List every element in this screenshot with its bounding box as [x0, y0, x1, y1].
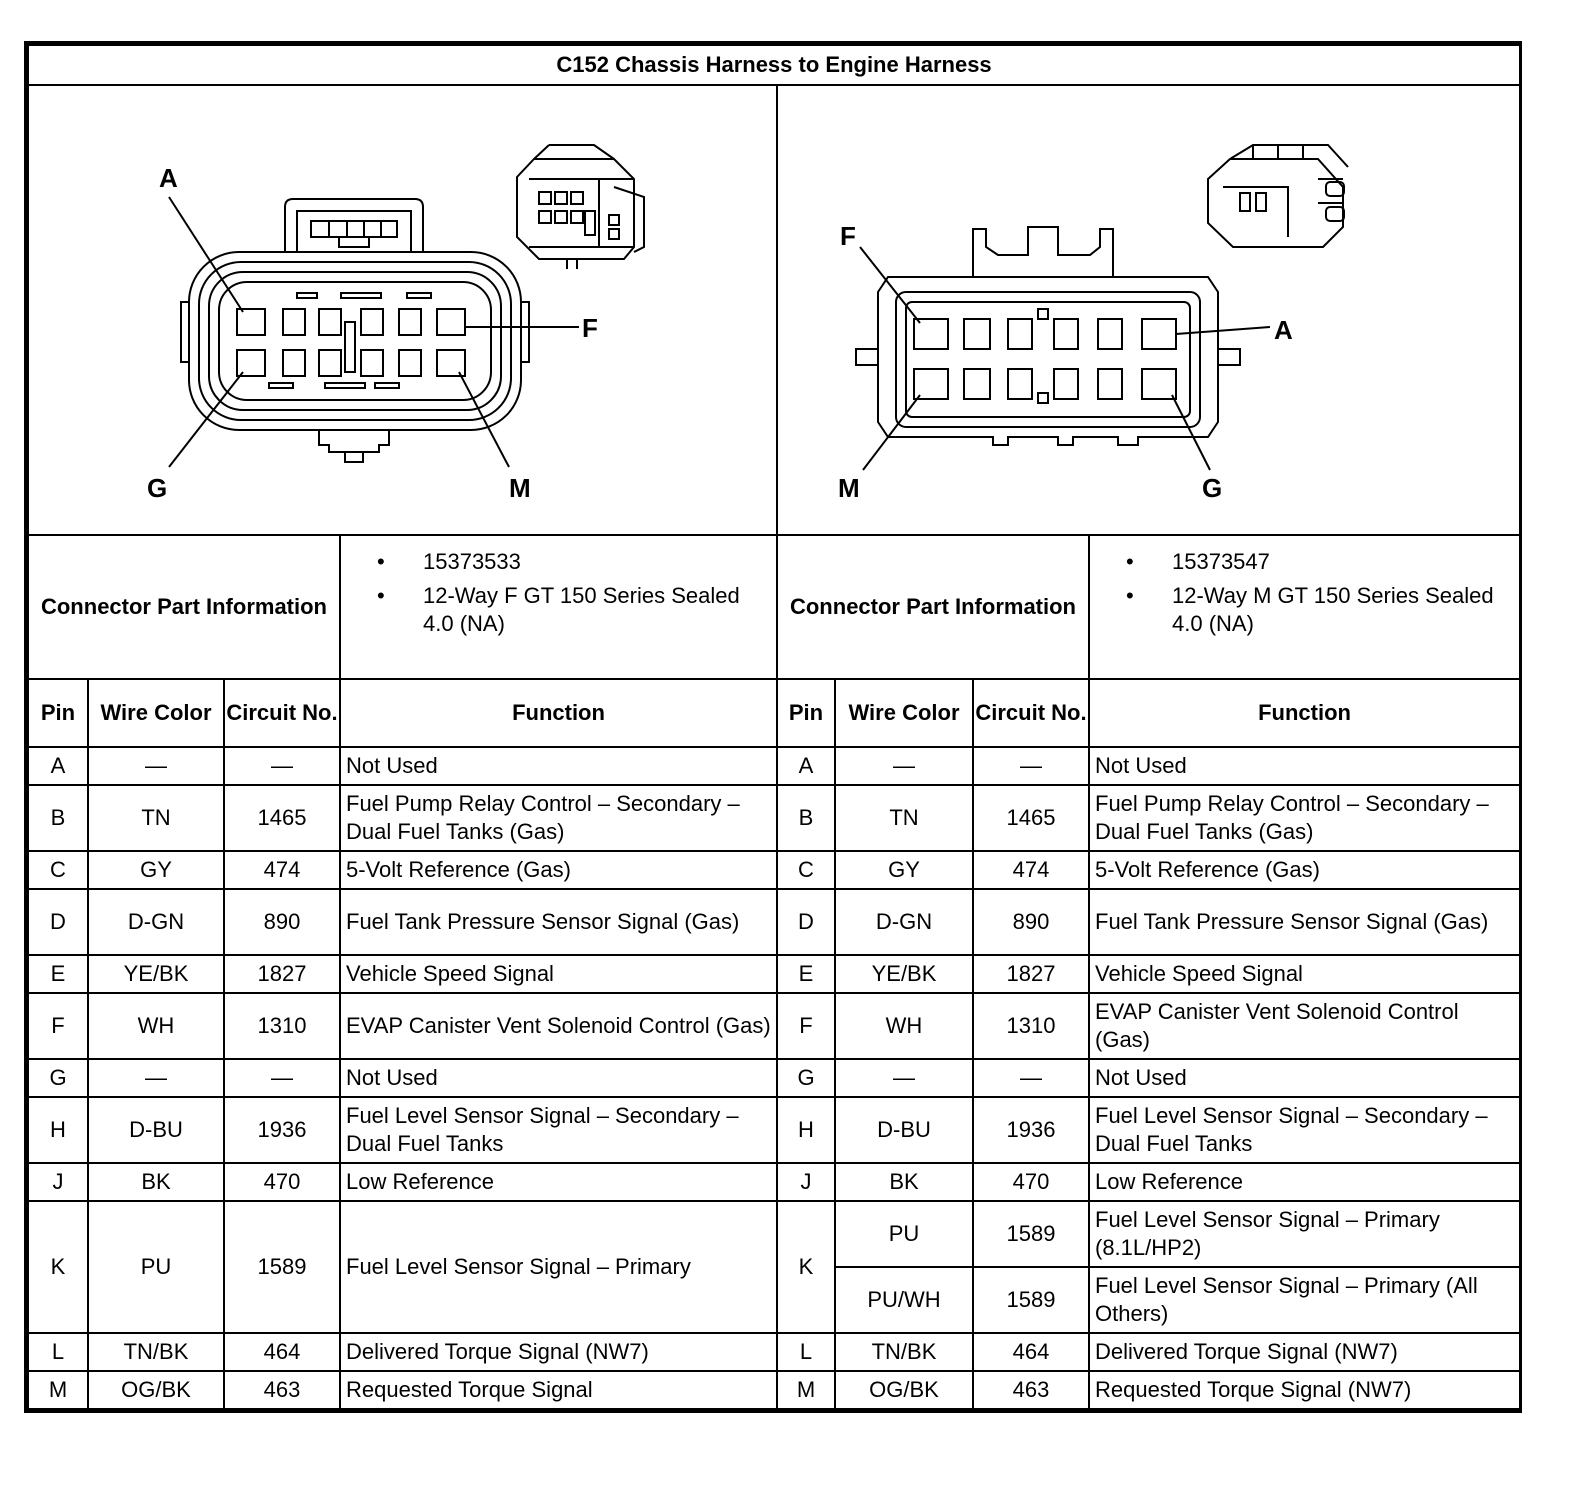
pin-cell: E [777, 955, 835, 993]
function-cell: 5-Volt Reference (Gas) [1089, 851, 1520, 889]
wire-color-cell: — [835, 747, 973, 785]
left-part-number: • 15373533 [423, 548, 776, 576]
circuit-cell: 1589 [224, 1201, 340, 1333]
pin-cell: K [28, 1201, 88, 1333]
function-cell: Not Used [340, 1059, 777, 1097]
pin-cell: D [28, 889, 88, 955]
wire-color-cell: GY [88, 851, 224, 889]
table-row [28, 993, 1520, 1059]
wire-color-cell: — [88, 1059, 224, 1097]
function-cell: Requested Torque Signal (NW7) [1089, 1371, 1520, 1409]
wire-color-cell: — [88, 747, 224, 785]
pin-label-a: A [159, 163, 178, 193]
circuit-cell: 463 [224, 1371, 340, 1409]
function-cell: Fuel Level Sensor Signal – Primary [340, 1201, 777, 1333]
circuit-cell: — [224, 1059, 340, 1097]
table-row [28, 955, 1520, 993]
pin-label-g: G [147, 473, 168, 503]
wire-color-cell: D-GN [835, 889, 973, 955]
pin-label-a: A [1274, 315, 1293, 345]
header-wire-color: Wire Color [88, 679, 224, 747]
right-part-description: • 12-Way M GT 150 Series Sealed 4.0 (NA) [1172, 582, 1519, 638]
table-row [28, 1371, 1520, 1409]
table-row [28, 1097, 1520, 1163]
function-cell: Delivered Torque Signal (NW7) [1089, 1333, 1520, 1371]
table-row [28, 747, 1520, 785]
function-cell: Fuel Level Sensor Signal – Primary (8.1L/HP2) [1089, 1201, 1520, 1267]
wire-color-cell: BK [88, 1163, 224, 1201]
pin-cell: B [28, 785, 88, 851]
function-cell: 5-Volt Reference (Gas) [340, 851, 777, 889]
header-circuit: Circuit No. [224, 679, 340, 747]
wire-color-cell: YE/BK [88, 955, 224, 993]
pin-label-m: M [509, 473, 531, 503]
left-part-description: • 12-Way F GT 150 Series Sealed 4.0 (NA) [423, 582, 776, 638]
pin-cell: K [777, 1201, 835, 1333]
wire-color-cell: OG/BK [835, 1371, 973, 1409]
function-cell: EVAP Canister Vent Solenoid Control (Gas) [1089, 993, 1520, 1059]
circuit-cell: 470 [973, 1163, 1089, 1201]
pin-label-m: M [838, 473, 860, 503]
function-cell: Fuel Level Sensor Signal – Secondary – Dual Fuel Tanks [1089, 1097, 1520, 1163]
pin-label-f: F [840, 221, 856, 251]
connector-sheet [24, 41, 1522, 1413]
pin-cell: E [28, 955, 88, 993]
header-circuit: Circuit No. [973, 679, 1089, 747]
function-cell: EVAP Canister Vent Solenoid Control (Gas) [340, 993, 777, 1059]
function-cell: Delivered Torque Signal (NW7) [340, 1333, 777, 1371]
function-cell: Vehicle Speed Signal [340, 955, 777, 993]
wire-color-cell: D-GN [88, 889, 224, 955]
function-cell: Fuel Level Sensor Signal – Primary (All Others) [1089, 1267, 1520, 1333]
circuit-cell: 1465 [973, 785, 1089, 851]
wire-color-cell: BK [835, 1163, 973, 1201]
table-row [28, 851, 1520, 889]
right-part-info [1089, 535, 1520, 679]
pin-cell: M [777, 1371, 835, 1409]
header-function: Function [1089, 679, 1520, 747]
wire-color-cell: TN/BK [88, 1333, 224, 1371]
table-row [28, 889, 1520, 955]
circuit-cell: 470 [224, 1163, 340, 1201]
right-info-label: Connector Part Information [777, 535, 1089, 679]
wire-color-cell: D-BU [88, 1097, 224, 1163]
column-header-row [28, 679, 1520, 747]
table-row [28, 1163, 1520, 1201]
page-title: C152 Chassis Harness to Engine Harness [28, 45, 1520, 85]
function-cell: Low Reference [1089, 1163, 1520, 1201]
circuit-cell: 1310 [973, 993, 1089, 1059]
circuit-cell: 890 [224, 889, 340, 955]
pin-label-f: F [582, 313, 598, 343]
pin-cell: L [777, 1333, 835, 1371]
table-row [28, 785, 1520, 851]
pin-cell: H [777, 1097, 835, 1163]
pin-cell: F [28, 993, 88, 1059]
left-connector-diagram [28, 85, 777, 535]
wire-color-cell: OG/BK [88, 1371, 224, 1409]
wire-color-cell: TN/BK [835, 1333, 973, 1371]
header-pin: Pin [777, 679, 835, 747]
pin-cell: G [777, 1059, 835, 1097]
header-wire-color: Wire Color [835, 679, 973, 747]
wire-color-cell: — [835, 1059, 973, 1097]
right-connector-diagram [777, 85, 1520, 535]
function-cell: Not Used [340, 747, 777, 785]
circuit-cell: — [973, 747, 1089, 785]
circuit-cell: 1936 [973, 1097, 1089, 1163]
right-part-number: • 15373547 [1172, 548, 1519, 576]
circuit-cell: — [973, 1059, 1089, 1097]
circuit-cell: 1589 [973, 1201, 1089, 1267]
pin-cell: A [28, 747, 88, 785]
header-function: Function [340, 679, 777, 747]
pin-cell: H [28, 1097, 88, 1163]
function-cell: Fuel Pump Relay Control – Secondary – Dual Fuel Tanks (Gas) [1089, 785, 1520, 851]
pin-cell: G [28, 1059, 88, 1097]
pin-cell: A [777, 747, 835, 785]
pin-cell: F [777, 993, 835, 1059]
table-row [28, 1333, 1520, 1371]
circuit-cell: 474 [224, 851, 340, 889]
circuit-cell: 1589 [973, 1267, 1089, 1333]
function-cell: Fuel Pump Relay Control – Secondary – Dual Fuel Tanks (Gas) [340, 785, 777, 851]
pin-cell: J [28, 1163, 88, 1201]
pin-label-g: G [1202, 473, 1223, 503]
left-part-info [340, 535, 777, 679]
wire-color-cell: PU/WH [835, 1267, 973, 1333]
wire-color-cell: PU [835, 1201, 973, 1267]
function-cell: Fuel Tank Pressure Sensor Signal (Gas) [1089, 889, 1520, 955]
wire-color-cell: D-BU [835, 1097, 973, 1163]
function-cell: Low Reference [340, 1163, 777, 1201]
circuit-cell: 464 [973, 1333, 1089, 1371]
function-cell: Requested Torque Signal [340, 1371, 777, 1409]
circuit-cell: 1827 [973, 955, 1089, 993]
pin-cell: D [777, 889, 835, 955]
male-connector-drawing [778, 87, 1523, 533]
table-row [28, 1201, 1520, 1267]
pin-cell: C [777, 851, 835, 889]
table-row [28, 1059, 1520, 1097]
pin-cell: M [28, 1371, 88, 1409]
function-cell: Not Used [1089, 1059, 1520, 1097]
circuit-cell: 890 [973, 889, 1089, 955]
wire-color-cell: YE/BK [835, 955, 973, 993]
function-cell: Fuel Level Sensor Signal – Secondary – Dual Fuel Tanks [340, 1097, 777, 1163]
wire-color-cell: GY [835, 851, 973, 889]
circuit-cell: 1827 [224, 955, 340, 993]
circuit-cell: 474 [973, 851, 1089, 889]
wire-color-cell: WH [835, 993, 973, 1059]
function-cell: Fuel Tank Pressure Sensor Signal (Gas) [340, 889, 777, 955]
circuit-cell: 1310 [224, 993, 340, 1059]
circuit-cell: 463 [973, 1371, 1089, 1409]
function-cell: Vehicle Speed Signal [1089, 955, 1520, 993]
connector-table [27, 44, 1521, 1410]
wire-color-cell: PU [88, 1201, 224, 1333]
function-cell: Not Used [1089, 747, 1520, 785]
pin-cell: B [777, 785, 835, 851]
wire-color-cell: WH [88, 993, 224, 1059]
header-pin: Pin [28, 679, 88, 747]
pin-cell: J [777, 1163, 835, 1201]
circuit-cell: 1465 [224, 785, 340, 851]
left-info-label: Connector Part Information [28, 535, 340, 679]
pin-cell: L [28, 1333, 88, 1371]
circuit-cell: 1936 [224, 1097, 340, 1163]
pin-cell: C [28, 851, 88, 889]
wire-color-cell: TN [835, 785, 973, 851]
circuit-cell: — [224, 747, 340, 785]
wire-color-cell: TN [88, 785, 224, 851]
female-connector-drawing [29, 87, 774, 533]
circuit-cell: 464 [224, 1333, 340, 1371]
